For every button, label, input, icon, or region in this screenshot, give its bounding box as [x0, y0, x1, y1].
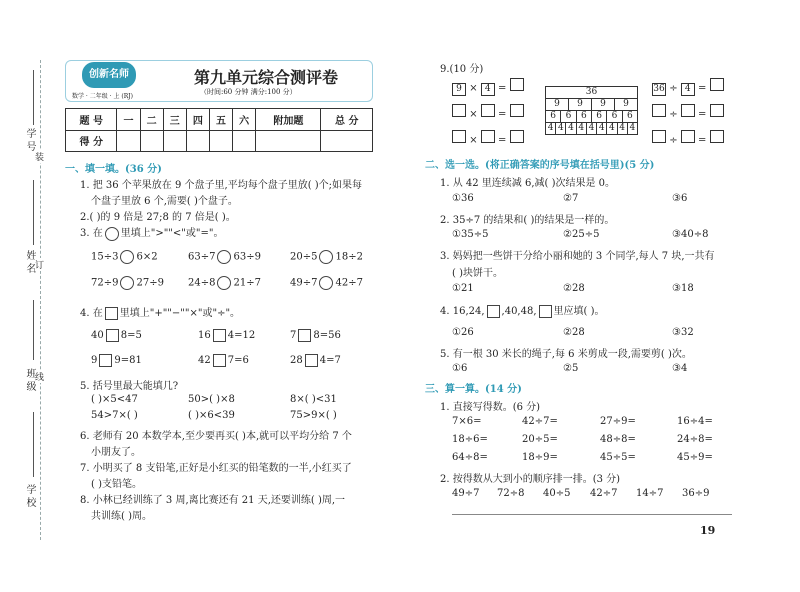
score-header-cell: 三: [163, 109, 186, 131]
q4-item: [198, 354, 249, 367]
s2-q3-line-2: ( )块饼干。: [452, 268, 503, 279]
equals-sign: =: [697, 135, 707, 146]
s2-q4-option[interactable]: ①26: [452, 327, 474, 338]
q9-box[interactable]: [710, 130, 724, 143]
q9-right-row: [652, 78, 724, 96]
compare-circle[interactable]: [120, 250, 134, 264]
seal-char-2: 订: [35, 258, 44, 271]
s2-q5-option[interactable]: ③4: [672, 363, 688, 374]
q3-right: 63÷9: [233, 251, 261, 263]
binding-name-blank: [33, 180, 34, 245]
s2-q4-part-b: ,40,48,: [501, 306, 537, 317]
divide-sign: ÷: [669, 109, 678, 120]
s3-q2: 2. 按得数从大到小的顺序排一排。(3 分): [440, 474, 621, 485]
s2-q1-option[interactable]: ①36: [452, 193, 474, 204]
q9-diagram-cell: 4: [628, 123, 638, 135]
q9-box[interactable]: [510, 78, 524, 91]
binding-line: [40, 60, 41, 540]
q9-box[interactable]: [652, 104, 666, 117]
score-header-cell: 附加题: [256, 109, 321, 131]
calc-item: 20÷5=: [522, 434, 558, 445]
score-header-cell: 五: [209, 109, 232, 131]
q3-left: 72÷9: [91, 277, 119, 289]
q4-suffix: 里填上"+""−""×"或"÷"。: [119, 308, 241, 319]
q9-left-row: [452, 78, 524, 96]
operator-box[interactable]: [213, 329, 226, 342]
q9-box[interactable]: [710, 78, 724, 91]
operator-box[interactable]: [305, 354, 318, 367]
times-sign: ×: [469, 109, 478, 120]
s2-q5-option[interactable]: ②5: [563, 363, 579, 374]
score-header-cell: 总 分: [321, 109, 373, 131]
q5-item: 8×( )<31: [290, 394, 337, 405]
q9-diagram-row2: [545, 99, 638, 111]
q4-left: 16: [198, 330, 211, 341]
q9-diagram-top: 36: [545, 86, 638, 99]
q4-left: 7: [290, 330, 297, 341]
q4-right: 8=5: [120, 330, 142, 341]
q6-line-2: 小朋友了。: [91, 447, 141, 458]
q4-item: [198, 329, 255, 342]
q9-box[interactable]: [481, 130, 495, 143]
times-sign: ×: [469, 83, 478, 94]
calc-item: 42÷7=: [522, 416, 558, 427]
score-header-cell: 六: [233, 109, 256, 131]
square-icon: [105, 307, 118, 320]
q1-line-2: 个盘子里放 6 个,需要( )个盘子。: [91, 196, 238, 207]
compare-circle[interactable]: [217, 250, 231, 264]
q5-line: 5. 括号里最大能填几?: [80, 381, 179, 392]
q9-diagram-cell: 6: [623, 111, 638, 123]
order-item: 40÷5: [543, 488, 571, 499]
calc-item: 18÷6=: [452, 434, 488, 445]
q3-item: [188, 276, 261, 290]
q3-item: [91, 250, 158, 264]
q5-item: 54>7×( ): [91, 410, 138, 421]
q4-item: [290, 354, 341, 367]
order-item: 36÷9: [682, 488, 710, 499]
q7-line-1: 7. 小明买了 8 支铅笔,正好是小红买的铅笔数的一半,小红买了: [80, 463, 352, 474]
section-1-title: 一、填一填。(36 分): [65, 164, 162, 175]
q4-item: [290, 329, 341, 342]
page-number: 19: [700, 524, 716, 537]
s2-q4-option[interactable]: ③32: [672, 327, 694, 338]
calc-item: 27÷9=: [600, 416, 636, 427]
q4-item: [91, 329, 142, 342]
score-cell[interactable]: [163, 130, 186, 152]
q5-item: ( )×5<47: [91, 394, 138, 405]
compare-circle[interactable]: [120, 276, 134, 290]
calc-item: 16÷4=: [677, 416, 713, 427]
q3-right: 18÷2: [335, 251, 363, 263]
binding-number-label: 学 号: [24, 128, 35, 152]
s2-q4-part-a: 4. 16,24,: [440, 306, 485, 317]
q4-left: 9: [91, 355, 98, 366]
s2-q2: 2. 35÷7 的结果和( )的结果是一样的。: [440, 215, 615, 226]
subject-label: 数学 · 二年级 · 上 (RJ): [72, 93, 133, 100]
binding-class-blank: [33, 300, 34, 360]
q9-diagram-cell: 6: [607, 111, 622, 123]
q9-diagram-cell: 4: [577, 123, 587, 135]
section-3-title: 三、算一算。(14 分): [425, 384, 522, 395]
q4-right: 4=7: [319, 355, 341, 366]
q9-diagram-cell: 4: [545, 123, 556, 135]
s2-q1: 1. 从 42 里连续减 6,减( )次结果是 0。: [440, 178, 616, 189]
q4-left: 42: [198, 355, 211, 366]
score-cell[interactable]: [233, 130, 256, 152]
q9-diagram-cell: 4: [618, 123, 628, 135]
circle-icon: [105, 227, 119, 241]
score-cell[interactable]: [140, 130, 163, 152]
q3-prefix: 3. 在: [80, 228, 103, 239]
s2-q5: 5. 有一根 30 米长的绳子,每 6 米剪成一段,需要剪( )次。: [440, 349, 692, 360]
q3-item: [188, 250, 261, 264]
equals-sign: =: [497, 109, 507, 120]
q9-box[interactable]: 4: [481, 83, 495, 96]
q5-item: ( )×6<39: [188, 410, 235, 421]
s2-q2-option[interactable]: ①35÷5: [452, 229, 489, 240]
s2-q3-option[interactable]: ③18: [672, 283, 694, 294]
binding-school-label: 学 校: [24, 484, 35, 508]
score-cell[interactable]: [186, 130, 209, 152]
square-icon: [539, 305, 552, 318]
calc-item: 45÷5=: [600, 452, 636, 463]
q4-left: 28: [290, 355, 303, 366]
s2-q3-option[interactable]: ①21: [452, 283, 474, 294]
q4-right: 4=12: [227, 330, 256, 341]
q3-right: 27÷9: [136, 277, 164, 289]
s2-q2-option[interactable]: ③40÷8: [672, 229, 709, 240]
q3-instruction: [80, 224, 223, 241]
score-table-header-row: [66, 109, 373, 131]
exam-meta: （时间:60 分钟 满分:100 分）: [200, 88, 297, 96]
score-header-cell: 一: [117, 109, 140, 131]
operator-box[interactable]: [106, 329, 119, 342]
q9-box[interactable]: [681, 130, 695, 143]
score-header-cell: 题 号: [66, 109, 117, 131]
section-2-title: 二、选一选。(将正确答案的序号填在括号里)(5 分): [425, 160, 655, 171]
q7-line-2: ( )支铅笔。: [91, 479, 142, 490]
q9-left-row: [452, 130, 524, 146]
s2-q4-part-c: 里应填( )。: [553, 306, 605, 317]
q9-box[interactable]: [481, 104, 495, 117]
sequence-box[interactable]: [487, 305, 500, 318]
order-item: 72÷8: [497, 488, 525, 499]
q9-box[interactable]: [652, 130, 666, 143]
compare-circle[interactable]: [319, 276, 333, 290]
s2-q5-option[interactable]: ①6: [452, 363, 468, 374]
q1-line-1: 1. 把 36 个苹果放在 9 个盘子里,平均每个盘子里放( )个;如果每: [80, 180, 363, 191]
q9-box[interactable]: [452, 104, 466, 117]
score-table: [65, 108, 373, 152]
equals-sign: =: [697, 109, 707, 120]
order-item: 49÷7: [452, 488, 480, 499]
q3-item: [290, 276, 363, 290]
compare-circle[interactable]: [319, 250, 333, 264]
q9-right-row: [652, 104, 724, 120]
equals-sign: =: [697, 83, 707, 94]
q4-right: 9=81: [114, 355, 142, 366]
score-cell[interactable]: [321, 130, 373, 152]
s2-q4: [440, 302, 605, 318]
binding-name-label: 姓 名: [24, 250, 35, 274]
q4-item: [91, 354, 142, 367]
q9-diagram-cell: 9: [569, 99, 592, 111]
q3-item: [290, 250, 363, 264]
q3-right: 6×2: [136, 251, 158, 263]
q9-box[interactable]: [452, 130, 466, 143]
calc-item: 45÷9=: [677, 452, 713, 463]
q9-diagram-row4: [545, 123, 638, 135]
q9-diagram-cell: 4: [587, 123, 597, 135]
logo-text: 创新名师: [89, 69, 129, 80]
seal-char-1: 装: [35, 150, 44, 163]
operator-box[interactable]: [213, 354, 226, 367]
s2-q1-option[interactable]: ②7: [563, 193, 579, 204]
calc-item: 64÷8=: [452, 452, 488, 463]
q9-box[interactable]: [510, 104, 524, 117]
score-cell[interactable]: [117, 130, 140, 152]
q4-prefix: 4. 在: [80, 308, 103, 319]
score-cell[interactable]: [256, 130, 321, 152]
q8-line-1: 8. 小林已经训练了 3 周,离比赛还有 21 天,还要训练( )周,一: [80, 495, 346, 506]
calc-item: 48÷8=: [600, 434, 636, 445]
q4-right: 7=6: [227, 355, 249, 366]
q9-diagram-cell: 6: [545, 111, 561, 123]
q2-line: 2.( )的 9 倍是 27;8 的 7 倍是( )。: [80, 212, 236, 223]
operator-box[interactable]: [298, 329, 311, 342]
q5-item: 50>( )×8: [188, 394, 235, 405]
binding-class-label: 班 级: [24, 368, 35, 392]
q9-diagram-cell: 4: [607, 123, 617, 135]
q4-right: 8=56: [313, 330, 341, 341]
q4-instruction: [80, 304, 240, 320]
s2-q4-option[interactable]: ②28: [563, 327, 585, 338]
q9-box[interactable]: [710, 104, 724, 117]
score-header-cell: 二: [140, 109, 163, 131]
equals-sign: =: [497, 83, 507, 94]
calc-item: 18÷9=: [522, 452, 558, 463]
q9-right-row: [652, 130, 724, 146]
q6-line-1: 6. 老师有 20 本数学本,至少要再买( )本,就可以平均分给 7 个: [80, 431, 352, 442]
calc-item: 7×6=: [452, 416, 482, 427]
order-item: 42÷7: [590, 488, 618, 499]
q9-diagram-cell: 9: [592, 99, 615, 111]
score-table-score-row: [66, 130, 373, 152]
q3-right: 21÷7: [233, 277, 261, 289]
q9-box[interactable]: [510, 130, 524, 143]
equals-sign: =: [497, 135, 507, 146]
q3-left: 15÷3: [91, 251, 119, 263]
q9-diagram-cell: 9: [545, 99, 569, 111]
q9-diagram-cell: 4: [597, 123, 607, 135]
binding-school-blank: [33, 412, 34, 477]
q9-diagram-cell: 9: [615, 99, 638, 111]
q9-box[interactable]: 9: [452, 83, 466, 96]
q3-right: 42÷7: [335, 277, 363, 289]
q9-diagram-cell: 4: [556, 123, 566, 135]
score-row-label: 得 分: [66, 130, 117, 152]
divide-sign: ÷: [669, 83, 678, 94]
q9-diagram-row3: [545, 111, 638, 123]
q9-diagram-cell: 6: [577, 111, 592, 123]
times-sign: ×: [469, 135, 478, 146]
q3-left: 24÷8: [188, 277, 216, 289]
q3-left: 63÷7: [188, 251, 216, 263]
operator-box[interactable]: [99, 354, 112, 367]
seal-char-3: 线: [35, 370, 44, 383]
q9-diagram: [545, 86, 638, 135]
q4-left: 40: [91, 330, 104, 341]
q9-title: 9.(10 分): [440, 64, 484, 75]
q5-item: 75>9×( ): [290, 410, 337, 421]
divide-sign: ÷: [669, 135, 678, 146]
q8-line-2: 共训练( )周。: [91, 511, 152, 522]
score-cell[interactable]: [209, 130, 232, 152]
s2-q1-option[interactable]: ③6: [672, 193, 688, 204]
binding-number-blank: [33, 70, 34, 125]
q9-box[interactable]: [681, 104, 695, 117]
q3-item: [91, 276, 164, 290]
q9-diagram-cell: 6: [561, 111, 576, 123]
q3-left: 20÷5: [290, 251, 318, 263]
compare-circle[interactable]: [217, 276, 231, 290]
q3-suffix: 里填上">""<"或"="。: [120, 228, 224, 239]
score-header-cell: 四: [186, 109, 209, 131]
order-item: 14÷7: [636, 488, 664, 499]
s2-q3-line-1: 3. 妈妈把一些饼干分给小丽和她的 3 个同学,每人 7 块,一共有: [440, 251, 715, 262]
s3-q1: 1. 直接写得数。(6 分): [440, 402, 541, 413]
page-title: 第九单元综合测评卷: [194, 68, 339, 87]
q9-box[interactable]: 36: [653, 84, 665, 94]
s2-q3-option[interactable]: ②28: [563, 283, 585, 294]
answer-line[interactable]: [452, 514, 732, 515]
calc-item: 24÷8=: [677, 434, 713, 445]
q9-diagram-cell: 4: [566, 123, 576, 135]
q9-diagram-cell: 6: [592, 111, 607, 123]
logo: [82, 62, 136, 88]
q9-left-row: [452, 104, 524, 120]
q9-box[interactable]: 4: [681, 83, 695, 96]
s2-q2-option[interactable]: ②25÷5: [563, 229, 600, 240]
q3-left: 49÷7: [290, 277, 318, 289]
